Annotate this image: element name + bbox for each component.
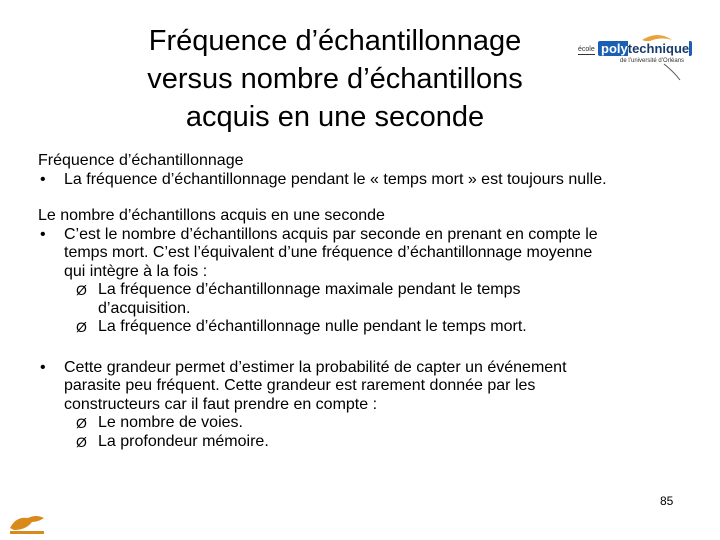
- section2-heading: Le nombre d’échantillons acquis en une seconde: [38, 207, 385, 224]
- bullet2-line: constructeurs car il faut prendre en compte :: [64, 395, 378, 413]
- logo-poly-text: polytechnique: [598, 41, 692, 56]
- sub-bullet-line: La fréquence d’échantillonnage nulle pendant le temps mort.: [98, 318, 527, 335]
- arrow-right-icon: Ø: [76, 282, 87, 298]
- bullet2-line: Cette grandeur permet d’estimer la probabilité de capter un événement: [64, 358, 567, 376]
- sub-bullet-line: Le nombre de voies.: [98, 414, 243, 431]
- sub-bullet: [38, 318, 688, 337]
- university-logo-icon: [6, 508, 50, 536]
- arrow-right-icon: Ø: [76, 319, 87, 335]
- logo-ecole-text: école: [578, 46, 595, 53]
- section2-bullet-1: [38, 226, 688, 282]
- polytechnique-logo: [572, 34, 690, 82]
- bullet1-line: temps mort. C’est l’équivalent d’une fréquence d’échantillonnage moyenne: [64, 244, 593, 261]
- sub-bullet-line: d’acquisition.: [98, 299, 191, 317]
- title-line-2: versus nombre d’échantillons: [147, 63, 523, 95]
- slide-body: [38, 152, 688, 451]
- section2-bullet-2: [38, 359, 688, 415]
- sub-bullet-line: La profondeur mémoire.: [98, 432, 269, 450]
- bullet1-line: C’est le nombre d’échantillons acquis par seconde en prenant en compte le: [64, 225, 598, 243]
- bullet2-line: parasite peu fréquent. Cette grandeur est rarement donnée par les: [64, 377, 536, 394]
- sub-bullet: [38, 433, 688, 452]
- arrow-right-icon: Ø: [76, 433, 87, 450]
- logo-university-text: de l’université d’Orléans: [620, 58, 685, 64]
- sub-bullet-line: La fréquence d’échantillonnage maximale pendant le temps: [98, 281, 521, 298]
- sub-bullet: [38, 414, 688, 433]
- section1-bullet: [38, 171, 688, 190]
- bullet-dot-icon: •: [40, 170, 46, 188]
- bullet1-line: qui intègre à la fois :: [64, 262, 208, 280]
- bullet-dot-icon: •: [40, 225, 46, 243]
- slide-title: [80, 22, 590, 136]
- sub-bullet: [38, 281, 688, 318]
- section1-heading: Fréquence d’échantillonnage: [38, 152, 244, 169]
- section1-bullet-text: La fréquence d’échantillonnage pendant le « temps mort » est toujours nulle.: [64, 170, 607, 188]
- arrow-right-icon: Ø: [76, 415, 87, 431]
- bullet-dot-icon: •: [40, 358, 46, 376]
- title-line-1: Fréquence d’échantillonnage: [148, 25, 522, 57]
- title-line-3: acquis en une seconde: [185, 101, 485, 133]
- page-number: 85: [660, 494, 674, 508]
